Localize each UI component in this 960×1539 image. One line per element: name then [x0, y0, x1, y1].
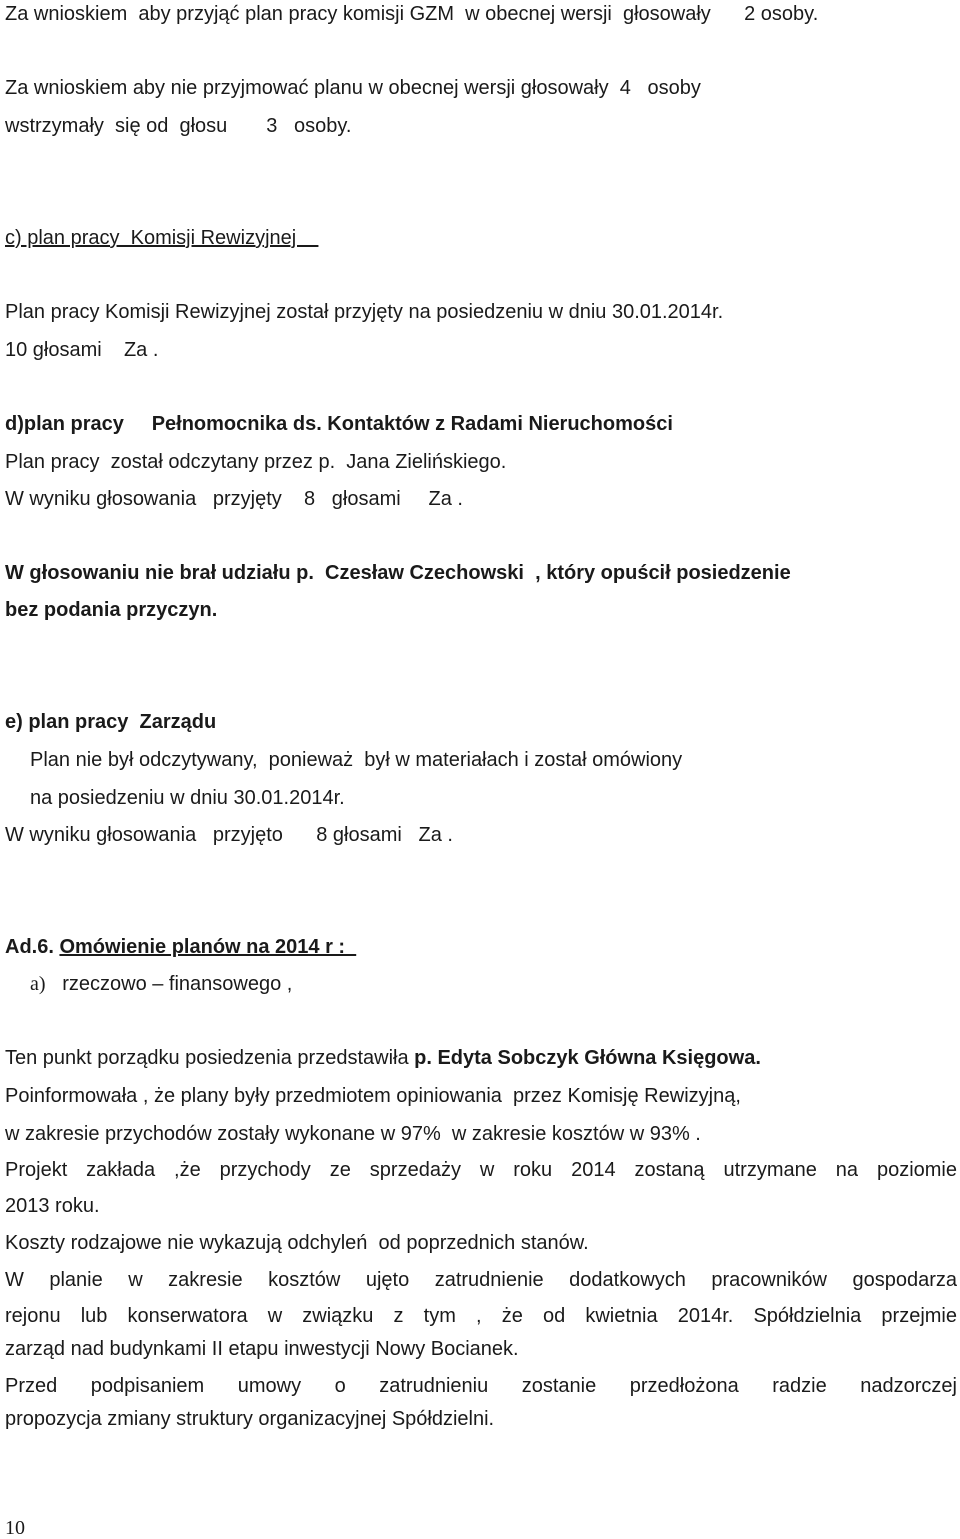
section-e-text-1: Plan nie był odczytywany, ponieważ był w materiałach i został omówiony [30, 749, 683, 771]
page-number: 10 [5, 1517, 25, 1539]
ad6-number: Ad.6. [5, 936, 60, 958]
presenter-line [5, 1046, 761, 1070]
vote-gzm-accept: Za wnioskiem aby przyjąć plan pracy komisji GZM w obecnej wersji głosowały 2 osoby. [5, 3, 819, 25]
paragraph-line-5: 2013 roku. [5, 1195, 100, 1217]
ad6-item-a-text: rzeczowo – finansowego , [45, 973, 293, 995]
ad6-heading [5, 935, 356, 959]
section-e-votes: W wyniku głosowania przyjęto 8 głosami Za . [5, 824, 453, 846]
vote-gzm-reject: Za wnioskiem aby nie przyjmować planu w obecnej wersji głosowały 4 osoby [5, 77, 701, 99]
paragraph-line-10: Przed podpisaniem umowy o zatrudnieniu zostanie przedłożona radzie nadzorczej [5, 1375, 957, 1397]
paragraph-line-6: Koszty rodzajowe nie wykazują odchyleń od poprzednich stanów. [5, 1232, 589, 1254]
ad6-item-a [30, 972, 292, 996]
section-d-heading: d)plan pracy Pełnomocnika ds. Kontaktów z Radami Nieruchomości [5, 413, 673, 435]
paragraph-line-8: rejonu lub konserwatora w związku z tym , że od kwietnia 2014r. Spółdzielnia przejmie [5, 1305, 957, 1327]
section-d-text-1: Plan pracy został odczytany przez p. Jana Zielińskiego. [5, 451, 507, 473]
paragraph-line-4: Projekt zakłada ,że przychody ze sprzedaży w roku 2014 zostaną utrzymane na poziomie [5, 1159, 957, 1181]
ad6-title: Omówienie planów na 2014 r : [59, 936, 357, 958]
section-c-heading: c) plan pracy Komisji Rewizyjnej [5, 227, 319, 249]
paragraph-line-11: propozycja zmiany struktury organizacyjnej Spółdzielni. [5, 1408, 495, 1430]
section-d-note-1: W głosowaniu nie brał udziału p. Czesław Czechowski , który opuścił posiedzenie [5, 562, 791, 584]
presenter-name: p. Edyta Sobczyk Główna Księgowa. [414, 1047, 761, 1069]
presenter-intro: Ten punkt porządku posiedzenia przedstawiła [5, 1047, 415, 1069]
section-d-note-2: bez podania przyczyn. [5, 599, 218, 621]
paragraph-line-3: w zakresie przychodów zostały wykonane w 97% w zakresie kosztów w 93% . [5, 1123, 701, 1145]
section-c-text: Plan pracy Komisji Rewizyjnej został przyjęty na posiedzeniu w dniu 30.01.2014r. [5, 301, 724, 323]
paragraph-line-2: Poinformowała , że plany były przedmiotem opiniowania przez Komisję Rewizyjną, [5, 1085, 741, 1107]
paragraph-line-9: zarząd nad budynkami II etapu inwestycji Nowy Bocianek. [5, 1338, 519, 1360]
vote-gzm-abstain: wstrzymały się od głosu 3 osoby. [5, 115, 352, 137]
section-c-votes: 10 głosami Za . [5, 339, 159, 361]
paragraph-line-7: W planie w zakresie kosztów ujęto zatrudnienie dodatkowych pracowników gospodarza [5, 1269, 957, 1291]
ad6-item-a-letter: a) [30, 973, 46, 995]
section-e-heading: e) plan pracy Zarządu [5, 711, 217, 733]
section-e-text-2: na posiedzeniu w dniu 30.01.2014r. [30, 787, 345, 809]
section-d-votes: W wyniku głosowania przyjęty 8 głosami Za . [5, 488, 463, 510]
